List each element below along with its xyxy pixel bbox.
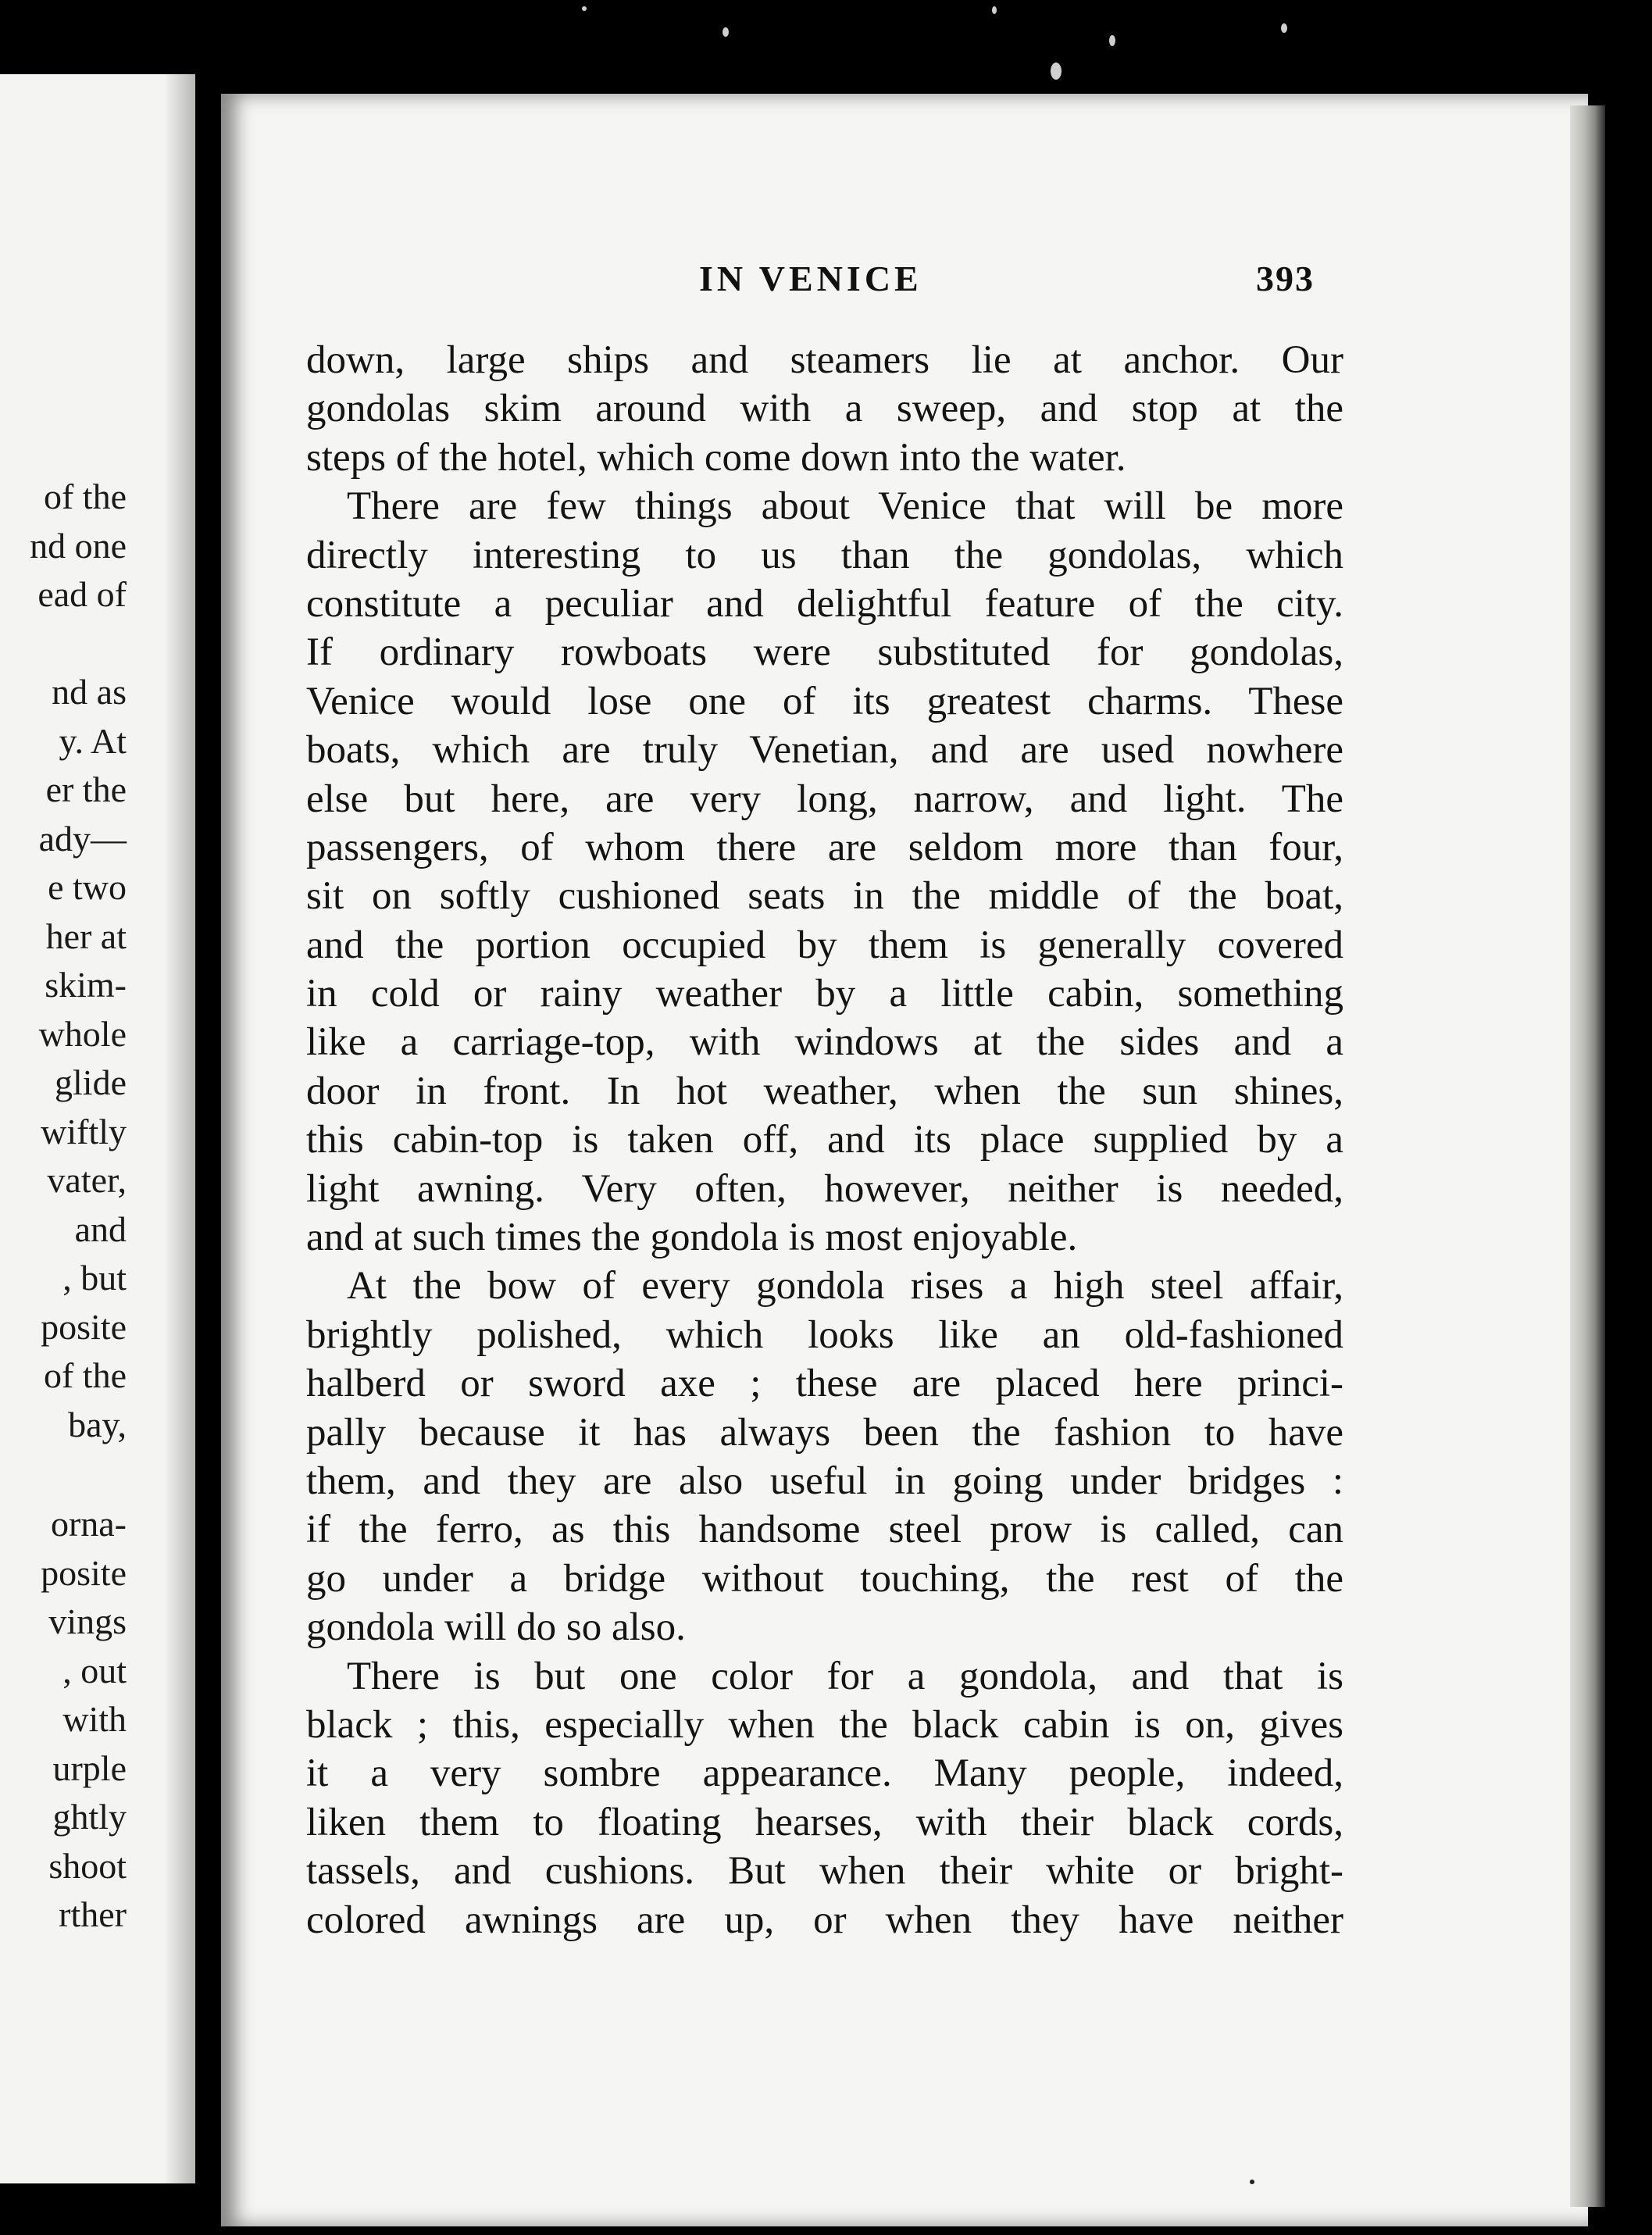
page-mark [1250, 2180, 1254, 2184]
text-line: light awning. Very often, however, neither is needed, [306, 1166, 1343, 1211]
left-page-line: vater, [47, 1160, 127, 1200]
text-line: this cabin-top is taken off, and its place supplied by a [306, 1118, 1343, 1162]
scan-speck [723, 27, 729, 37]
left-page-line: shoot [48, 1845, 127, 1886]
text-line: if the ferro, as this handsome steel prow is called, can [306, 1508, 1343, 1552]
left-page-line: wiftly [41, 1111, 127, 1151]
text-line: passengers, of whom there are seldom more than four, [306, 825, 1343, 869]
left-page-line: whole [38, 1013, 127, 1054]
gutter-shadow [164, 74, 195, 2183]
text-line: boats, which are truly Venetian, and are used nowhere [306, 728, 1343, 773]
left-page-line: urple [52, 1748, 127, 1788]
paragraph-first-line: There is but one color for a gondola, and that is [347, 1654, 1343, 1698]
left-page-text-block-2 [39, 668, 127, 1449]
left-page-line: and [74, 1209, 127, 1249]
left-page-line: glide [55, 1062, 127, 1102]
text-line: black ; this, especially when the black cabin is on, gives [306, 1702, 1343, 1747]
text-line: go under a bridge without touching, the rest of the [306, 1556, 1343, 1601]
text-line: If ordinary rowboats were substituted for gondolas, [306, 630, 1343, 675]
text-line: and at such times the gondola is most enjoyable. [306, 1216, 1078, 1260]
text-line: pally because it has always been the fashion to have [306, 1410, 1343, 1455]
left-facing-page [0, 74, 195, 2183]
text-line: else but here, are very long, narrow, and light. The [306, 777, 1343, 821]
left-page-line: of the [43, 477, 127, 516]
paragraph-first-line: There are few things about Venice that will be more [347, 484, 1343, 529]
text-line: it a very sombre appearance. Many people, indeed, [306, 1751, 1343, 1796]
left-page-line: rther [59, 1894, 127, 1934]
text-line: brightly polished, which looks like an old-fashioned [306, 1312, 1343, 1357]
text-line: colored awnings are up, or when they have neither [306, 1898, 1343, 1942]
text-line: gondolas skim around with a sweep, and stop at the [306, 387, 1343, 431]
left-page-line: orna- [50, 1504, 127, 1544]
text-line: them, and they are also useful in going under bridges : [306, 1458, 1343, 1503]
left-page-line: er the [45, 769, 127, 809]
left-page-text-block-3 [41, 1500, 127, 1940]
left-page-line: ead of [37, 574, 127, 614]
text-line: steps of the hotel, which come down into the water. [306, 435, 1126, 480]
text-line: constitute a peculiar and delightful feature of the city. [306, 581, 1343, 626]
left-page-line: posite [41, 1552, 127, 1593]
scan-speck [1109, 35, 1115, 46]
left-page-line: ady— [38, 818, 127, 859]
left-page-line: ghtly [52, 1797, 127, 1837]
scan-speck [582, 6, 587, 11]
running-head: IN VENICE [699, 259, 922, 298]
text-line: like a carriage-top, with windows at the sides and a [306, 1020, 1343, 1065]
left-page-line: posite [41, 1306, 127, 1347]
text-line: down, large ships and steamers lie at anchor. Our [306, 338, 1343, 382]
left-page-line: skim- [45, 965, 127, 1005]
text-line: in cold or rainy weather by a little cabin, something [306, 972, 1343, 1016]
left-page-line: with [62, 1699, 127, 1739]
text-line: tassels, and cushions. But when their white or bright- [306, 1849, 1343, 1894]
page-edges [1570, 105, 1605, 2207]
body-text [306, 336, 1343, 1944]
left-page-line: her at [45, 916, 127, 956]
left-page-line: , but [62, 1258, 127, 1298]
left-page-line: nd as [52, 672, 127, 712]
text-line: halberd or sword axe ; these are placed here princi- [306, 1362, 1343, 1406]
left-page-line: of the [43, 1355, 127, 1395]
left-page-line: e two [48, 867, 127, 907]
paragraph-first-line: At the bow of every gondola rises a high steel affair, [347, 1264, 1343, 1309]
text-line: gondola will do so also. [306, 1605, 686, 1650]
left-page-line: bay, [68, 1404, 127, 1444]
text-line: and the portion occupied by them is generally covered [306, 923, 1343, 967]
left-page-line: y. At [59, 720, 127, 761]
left-page-line: vings [48, 1601, 127, 1641]
text-line: liken them to floating hearses, with their black cords, [306, 1800, 1343, 1844]
text-line: door in front. In hot weather, when the sun shines, [306, 1069, 1343, 1113]
scan-speck [1281, 23, 1287, 33]
text-line: sit on softly cushioned seats in the middle of the boat, [306, 874, 1343, 919]
left-page-line: , out [62, 1650, 127, 1691]
text-line: Venice would lose one of its greatest charms. These [306, 679, 1343, 723]
left-page-text-block-1 [30, 473, 127, 619]
page-number: 393 [1256, 259, 1315, 298]
text-line: directly interesting to us than the gondolas, which [306, 533, 1343, 577]
scan-speck [992, 6, 997, 14]
left-page-line: nd one [30, 525, 127, 566]
scan-speck [1051, 62, 1061, 80]
